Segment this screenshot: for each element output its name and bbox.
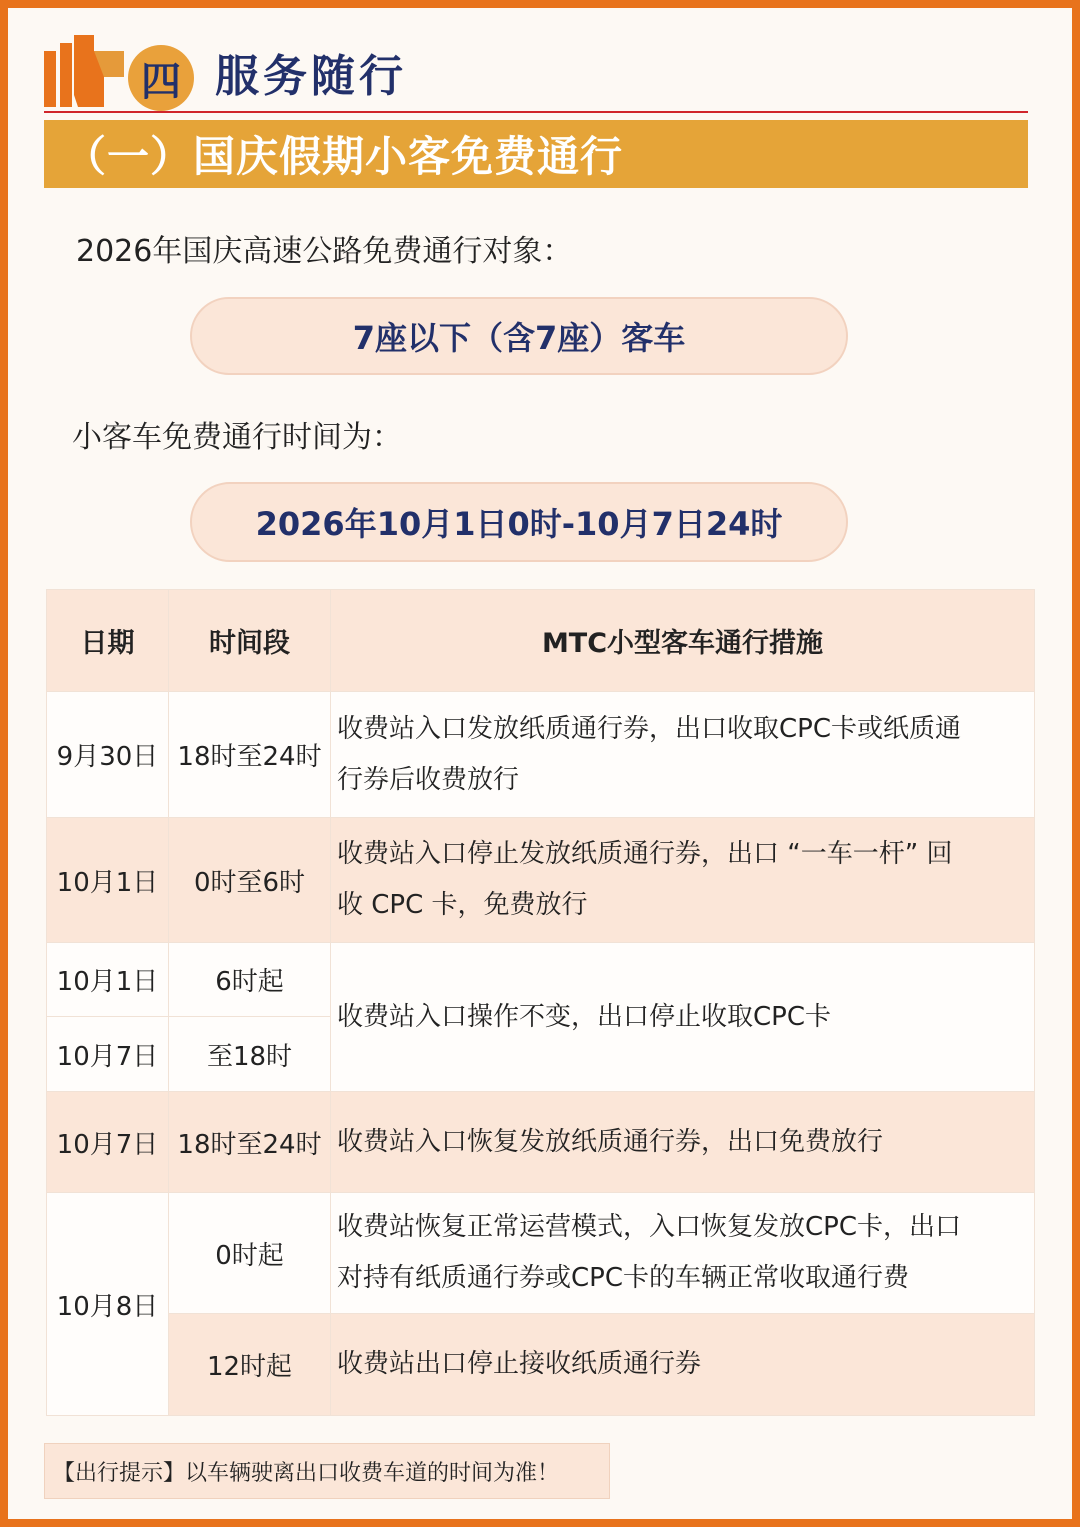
measure-cell: 收费站入口操作不变，出口停止收取CPC卡 (331, 943, 1035, 1092)
measure-cell (331, 1193, 1035, 1314)
date-cell: 10月7日 (47, 1017, 169, 1092)
period-cell: 18时至24时 (169, 692, 331, 818)
table-row (47, 943, 1035, 1017)
header-measure: MTC小型客车通行措施 (331, 590, 1035, 692)
divider (44, 111, 1028, 113)
measure-cell (331, 818, 1035, 943)
measure-line: 收费站恢复正常运营模式，入口恢复发放CPC卡，出口 (337, 1212, 961, 1242)
target-pill: 7座以下（含7座）客车 (190, 297, 848, 375)
date-cell: 10月1日 (47, 943, 169, 1017)
measures-table (46, 589, 1035, 1416)
period-cell: 18时至24时 (169, 1092, 331, 1193)
measure-line: 对持有纸质通行券或CPC卡的车辆正常收取通行费 (337, 1263, 909, 1293)
measure-cell: 收费站入口恢复发放纸质通行券，出口免费放行 (331, 1092, 1035, 1193)
period-cell: 12时起 (169, 1314, 331, 1416)
table-row (47, 1092, 1035, 1193)
subsection-title: （一）国庆假期小客免费通行 (44, 120, 1028, 188)
target-label: 2026年国庆高速公路免费通行对象： (76, 234, 573, 269)
travel-tip: 【出行提示】以车辆驶离出口收费车道的时间为准！ (44, 1443, 610, 1499)
time-label: 小客车免费通行时间为： (72, 420, 402, 455)
measure-line: 收费站入口停止发放纸质通行券，出口 “一车一杆” 回 (337, 839, 953, 869)
period-cell: 6时起 (169, 943, 331, 1017)
date-cell: 9月30日 (47, 692, 169, 818)
header-date: 日期 (47, 590, 169, 692)
measure-line: 行券后收费放行 (337, 764, 520, 795)
date-cell: 10月7日 (47, 1092, 169, 1193)
table-row (47, 692, 1035, 818)
date-cell: 10月1日 (47, 818, 169, 943)
section-number-badge: 四 (128, 45, 194, 111)
header-period: 时间段 (169, 590, 331, 692)
measure-cell (331, 692, 1035, 818)
measure-cell: 收费站出口停止接收纸质通行券 (331, 1314, 1035, 1416)
period-cell: 0时至6时 (169, 818, 331, 943)
table-row (47, 818, 1035, 943)
table-row (47, 1193, 1035, 1314)
time-pill: 2026年10月1日0时-10月7日24时 (190, 482, 848, 562)
date-cell: 10月8日 (47, 1193, 169, 1416)
table-row (47, 1314, 1035, 1416)
section-title: 服务随行 (215, 51, 407, 102)
period-cell: 至18时 (169, 1017, 331, 1092)
logo-icon (44, 35, 124, 107)
measure-line: 收 CPC 卡，免费放行 (337, 890, 588, 920)
period-cell: 0时起 (169, 1193, 331, 1314)
measure-line: 收费站入口发放纸质通行券，出口收取CPC卡或纸质通 (337, 713, 961, 744)
